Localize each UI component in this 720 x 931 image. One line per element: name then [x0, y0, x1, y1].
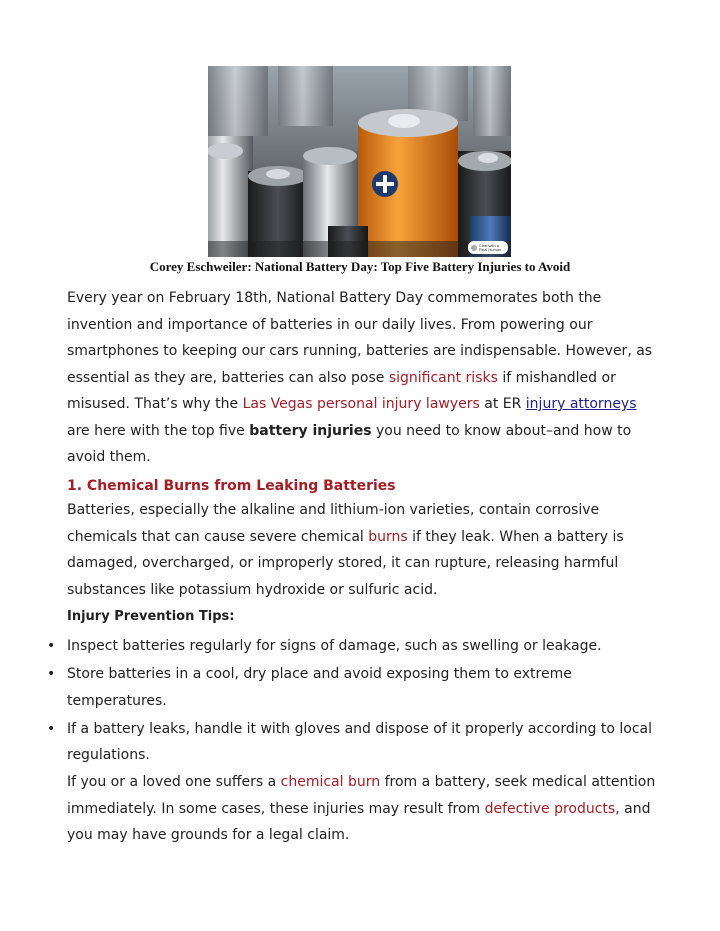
intro-text-2: if mishandled or misused. That’s why the	[67, 369, 616, 412]
intro-paragraph	[67, 285, 657, 471]
closing-paragraph	[67, 769, 657, 849]
las-vegas-lawyers-link[interactable]: Las Vegas personal injury lawyers	[242, 396, 480, 412]
tip-text: Inspect batteries regularly for signs of damage, such as swelling or leakage.	[67, 638, 602, 654]
closing-text-2: from a battery, seek medical attention immediately. In some cases, these injuries may result from	[67, 774, 656, 817]
list-item	[0, 661, 657, 714]
chat-badge-text: Chat with a Real Human	[479, 242, 502, 252]
intro-text-1: Every year on February 18th, National Battery Day commemorates both the invention and importance of batteries in our daily lives. From powering our smartphones to keeping our cars running, batteries are indispensable. However, as essential as they are, batteries can also pose	[67, 290, 653, 386]
bullet-icon: •	[47, 638, 56, 654]
list-item	[0, 633, 657, 660]
significant-risks-link[interactable]: significant risks	[388, 369, 498, 386]
injury-attorneys-link[interactable]: injury attorneys	[525, 396, 637, 412]
prevention-tips-list	[0, 633, 720, 770]
bullet-icon: •	[47, 720, 56, 737]
burns-link[interactable]: burns	[368, 528, 408, 545]
section1-text-1: Batteries, especially the alkaline and lithium-ion varieties, contain corrosive chemicals that can cause severe chemical	[67, 502, 600, 545]
intro-text-5: you need to know about–and how to avoid them.	[67, 422, 632, 465]
section-heading-chemical-burns: 1. Chemical Burns from Leaking Batteries	[67, 478, 396, 494]
tip-text: Store batteries in a cool, dry place and avoid exposing them to extreme temperatures.	[67, 666, 572, 709]
batteries-illustration	[208, 66, 511, 257]
intro-text-4: are here with the top five	[67, 422, 250, 439]
chat-avatar-icon	[471, 245, 477, 251]
defective-products-link[interactable]: defective products	[484, 800, 616, 817]
bullet-icon: •	[47, 666, 56, 682]
closing-text-3: , and you may have grounds for a legal claim.	[67, 800, 651, 843]
section1-text-2: if they leak. When a battery is damaged, overcharged, or improperly stored, it can rupture, releasing harmful substances like potassium hydroxide or sulfuric acid.	[67, 528, 624, 598]
chemical-burn-link[interactable]: chemical burn	[280, 774, 381, 790]
batteries-photo	[208, 66, 511, 257]
prevention-tips-heading: Injury Prevention Tips:	[67, 609, 235, 624]
section1-paragraph	[67, 497, 657, 603]
intro-text-3: at ER	[479, 396, 526, 412]
image-caption: Corey Eschweiler: National Battery Day: Top Five Battery Injuries to Avoid	[149, 259, 571, 274]
chat-widget-badge[interactable]	[468, 241, 508, 254]
list-item	[0, 716, 657, 769]
battery-injuries-emphasis: battery injuries	[249, 422, 372, 439]
closing-text-1: If you or a loved one suffers a	[67, 774, 281, 790]
tip-text: If a battery leaks, handle it with gloves and dispose of it properly according to local regulations.	[67, 720, 652, 763]
